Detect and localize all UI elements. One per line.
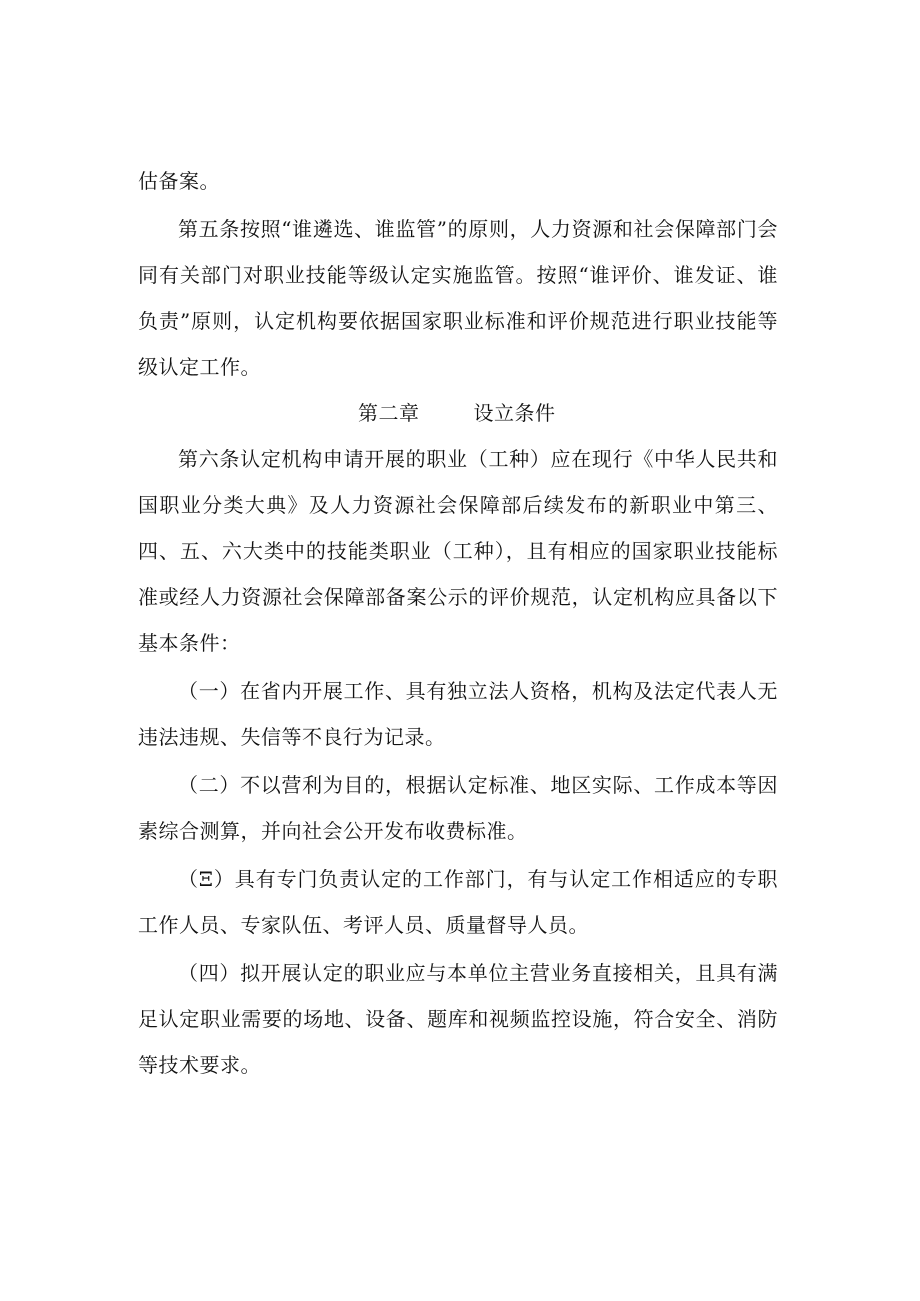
condition-item-4: （四）拟开展认定的职业应与本单位主营业务直接相关，且具有满足认定职业需要的场地、设备、题库和视频监控设施，符合安全、消防等技术要求。 (138, 961, 778, 1077)
condition-item-3: （Ξ）具有专门负责认定的工作部门，有与认定工作相适应的专职工作人员、专家队伍、考评人员、质量督导人员。 (138, 867, 778, 937)
article-6: 第六条认定机构申请开展的职业（工种）应在现行《中华人民共和国职业分类大典》及人力资源社会保障部后续发布的新职业中第三、四、五、六大类中的技能类职业（工种），且有相应的国家职业技能标准或经人力资源社会保障部备案公示的评价规范，认定机构应具备以下基本条件： (138, 447, 778, 655)
paragraph-continuation: 估备案。 (138, 169, 220, 193)
chapter-title: 设立条件 (473, 401, 556, 425)
condition-item-1: （一）在省内开展工作、具有独立法人资格，机构及法定代表人无违法违规、失信等不良行为记录。 (138, 679, 778, 749)
article-5: 第五条按照“谁遴选、谁监管”的原则，人力资源和社会保障部门会同有关部门对职业技能等级认定实施监管。按照“谁评价、谁发证、谁负责”原则，认定机构要依据国家职业标准和评价规范进行职业技能等级认定工作。 (138, 217, 778, 379)
condition-item-2: （二）不以营利为目的，根据认定标准、地区实际、工作成本等因素综合测算，并向社会公开发布收费标准。 (138, 773, 778, 843)
chapter-number: 第二章 (358, 401, 420, 425)
chapter-heading (138, 390, 778, 436)
document-page (138, 158, 778, 1088)
